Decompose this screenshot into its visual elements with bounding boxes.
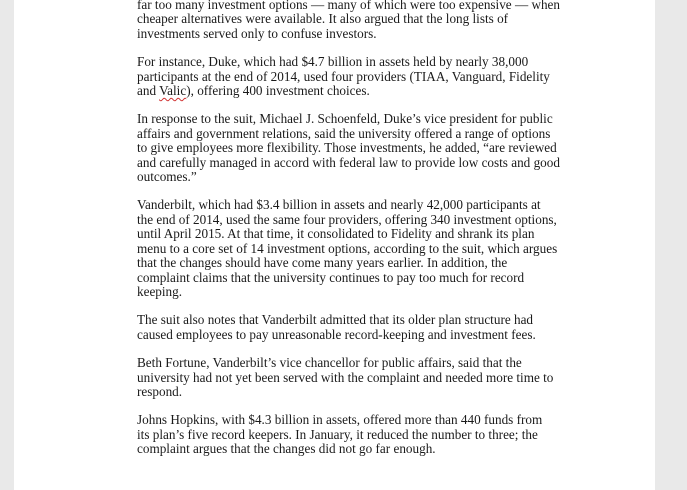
text-line: menu to a core set of 14 investment options, according to the suit, which argues: [137, 240, 558, 256]
text-line: until April 2015. At that time, it consolidated to Fidelity and shrank its plan: [137, 226, 535, 242]
text-line: university had not yet been served with the complaint and needed more time to: [137, 369, 554, 385]
text-line: In response to the suit, Michael J. Schoenfeld, Duke’s vice president for public: [137, 111, 553, 127]
text-fragment: ), offering 400 investment choices.: [186, 83, 370, 99]
text-line: cheaper alternatives were available. It also argued that the long lists of: [137, 11, 509, 27]
text-line: far too many investment options — many of which were too expensive — when: [137, 0, 561, 12]
text-line: its plan’s five record keepers. In January, it reduced the number to three; the: [137, 426, 538, 442]
paragraph-6: [137, 356, 597, 399]
paragraph-3: [137, 112, 597, 184]
text-line: investments served only to confuse investors.: [137, 25, 377, 41]
text-line: that the changes should have come many years earlier. In addition, the: [137, 255, 508, 271]
text-line: keeping.: [137, 283, 183, 299]
text-line: the end of 2014, used the same four providers, offering 340 investment options,: [137, 211, 557, 227]
text-line: affairs and government relations, said the university offered a range of options: [137, 125, 551, 141]
text-line: complaint claims that the university continues to pay too much for record: [137, 269, 525, 285]
paragraph-1: [137, 0, 597, 41]
document-body[interactable]: [137, 0, 597, 471]
text-line: The suit also notes that Vanderbilt admitted that its older plan structure had: [137, 312, 534, 328]
paragraph-2: [137, 55, 597, 98]
text-line: For instance, Duke, which had $4.7 billion in assets held by nearly 38,000: [137, 54, 529, 70]
text-line: participants at the end of 2014, used four providers (TIAA, Vanguard, Fidelity: [137, 68, 550, 84]
document-page: [14, 0, 655, 490]
text-line: outcomes.”: [137, 169, 197, 185]
spellcheck-flagged-word[interactable]: Valic: [159, 83, 187, 99]
paragraph-7: [137, 413, 597, 456]
paragraph-5: [137, 313, 597, 342]
text-line: Vanderbilt, which had $3.4 billion in assets and nearly 42,000 participants at: [137, 197, 541, 213]
text-line: Beth Fortune, Vanderbilt’s vice chancellor for public affairs, said that the: [137, 355, 522, 371]
text-line: to give employees more flexibility. Those investments, he added, “are reviewed: [137, 140, 557, 156]
text-line: complaint argues that the changes did not go far enough.: [137, 441, 436, 457]
text-fragment: and: [137, 83, 160, 99]
text-line: and carefully managed in accord with federal law to provide low costs and good: [137, 154, 560, 170]
text-line: Johns Hopkins, with $4.3 billion in assets, offered more than 440 funds from: [137, 412, 543, 428]
text-line: respond.: [137, 383, 183, 399]
paragraph-4: [137, 198, 597, 299]
text-line: caused employees to pay unreasonable record-keeping and investment fees.: [137, 326, 536, 342]
